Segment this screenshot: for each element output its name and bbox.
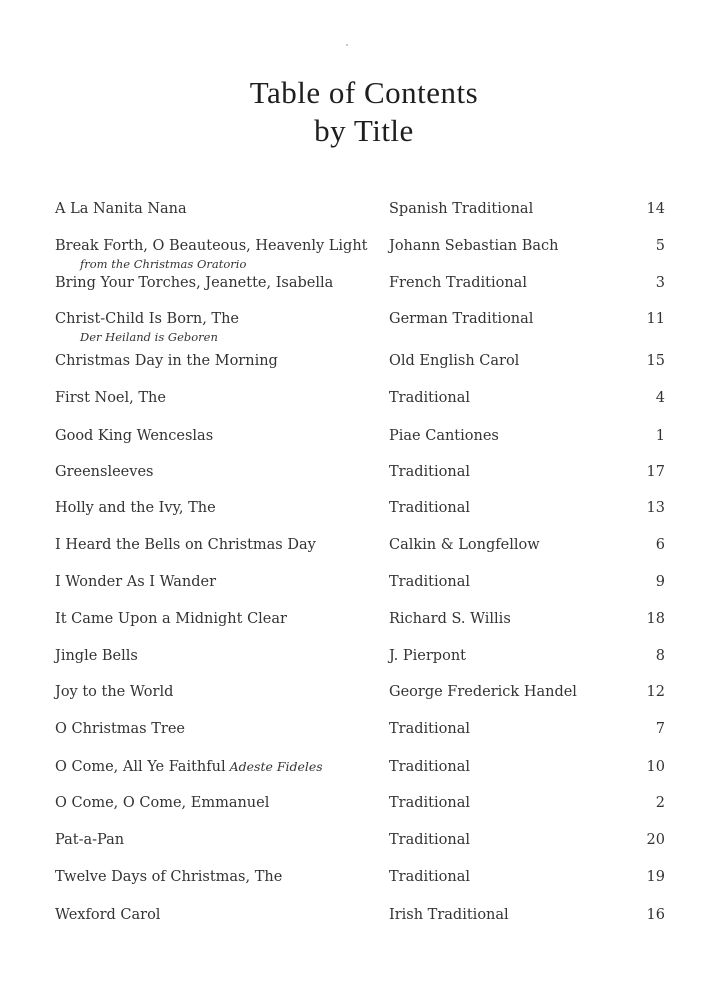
entry-title: Christmas Day in the Morning: [55, 353, 278, 369]
entry-page-number: 7: [655, 721, 665, 737]
entry-title: Bring Your Torches, Jeanette, Isabella: [55, 275, 334, 291]
entry-composer: French Traditional: [389, 275, 527, 291]
toc-entry: [0, 721, 728, 743]
entry-title: Holly and the Ivy, The: [55, 500, 216, 516]
toc-entry: [0, 795, 728, 817]
entry-title: Greensleeves: [55, 464, 154, 480]
entry-title: I Wonder As I Wander: [55, 574, 217, 590]
toc-entry: [0, 464, 728, 486]
entry-title: [55, 759, 323, 775]
entry-page-number: 5: [655, 238, 665, 254]
entry-title: O Christmas Tree: [55, 721, 185, 737]
entry-title: Wexford Carol: [55, 907, 161, 923]
entry-title: Twelve Days of Christmas, The: [55, 869, 283, 885]
entry-composer: Traditional: [389, 500, 470, 516]
entry-composer: Traditional: [389, 795, 470, 811]
entry-composer: Spanish Traditional: [389, 201, 534, 217]
toc-entry: [0, 201, 728, 223]
entry-composer: J. Pierpont: [389, 648, 466, 664]
entry-title: A La Nanita Nana: [55, 201, 187, 217]
toc-entry: [0, 759, 728, 781]
entry-page-number: 3: [655, 275, 665, 291]
toc-entry: [0, 500, 728, 522]
page-title: [0, 74, 728, 150]
entry-page-number: 16: [646, 907, 665, 923]
entry-composer: George Frederick Handel: [389, 684, 577, 700]
toc-entry: [0, 275, 728, 297]
entry-composer: Traditional: [389, 574, 470, 590]
entry-composer: Old English Carol: [389, 353, 520, 369]
entry-page-number: 11: [646, 311, 665, 327]
entry-composer: Traditional: [389, 721, 470, 737]
toc-entry: [0, 869, 728, 891]
entry-title: Pat-a-Pan: [55, 832, 125, 848]
entry-page-number: 2: [655, 795, 665, 811]
entry-title: First Noel, The: [55, 390, 166, 406]
entry-composer: Traditional: [389, 869, 470, 885]
toc-entry: [0, 907, 728, 929]
entry-page-number: 15: [646, 353, 665, 369]
entry-composer: Irish Traditional: [389, 907, 509, 923]
entry-title-text: O Come, All Ye Faithful: [55, 759, 226, 775]
entry-composer: Traditional: [389, 390, 470, 406]
entry-page-number: 17: [646, 464, 665, 480]
entry-page-number: 4: [655, 390, 665, 406]
title-line-1: Table of Contents: [249, 75, 479, 110]
entry-composer: Traditional: [389, 464, 470, 480]
entry-page-number: 10: [646, 759, 665, 775]
entry-page-number: 13: [646, 500, 665, 516]
entry-title: Jingle Bells: [55, 648, 138, 664]
entry-composer: Calkin & Longfellow: [389, 537, 540, 553]
entry-page-number: 20: [646, 832, 665, 848]
entry-composer: Traditional: [389, 832, 470, 848]
entry-composer: German Traditional: [389, 311, 534, 327]
toc-entry: [0, 611, 728, 633]
entry-page-number: 1: [655, 428, 665, 444]
toc-entry: [0, 537, 728, 559]
toc-entry: [0, 238, 728, 271]
entry-composer: Piae Cantiones: [389, 428, 499, 444]
entry-page-number: 6: [655, 537, 665, 553]
speck-mark: [346, 44, 348, 46]
entry-title: It Came Upon a Midnight Clear: [55, 611, 287, 627]
entry-composer: Johann Sebastian Bach: [389, 238, 559, 254]
toc-entry: [0, 574, 728, 596]
entry-title: Break Forth, O Beauteous, Heavenly Light: [55, 238, 368, 254]
entry-title: O Come, O Come, Emmanuel: [55, 795, 270, 811]
entry-composer: Traditional: [389, 759, 470, 775]
entry-subtitle: from the Christmas Oratorio: [80, 257, 247, 271]
entry-title: Christ-Child Is Born, The: [55, 311, 240, 327]
title-line-2: by Title: [314, 113, 414, 148]
toc-entry: [0, 428, 728, 450]
entry-composer: Richard S. Willis: [389, 611, 511, 627]
toc-entry: [0, 684, 728, 706]
toc-entry: [0, 353, 728, 375]
entry-page-number: 19: [646, 869, 665, 885]
entry-title: I Heard the Bells on Christmas Day: [55, 537, 316, 553]
entry-page-number: 14: [646, 201, 665, 217]
toc-entry: [0, 832, 728, 854]
entry-subtitle: Der Heiland is Geboren: [80, 330, 218, 344]
toc-entry: [0, 311, 728, 344]
toc-entry: [0, 648, 728, 670]
entry-page-number: 12: [646, 684, 665, 700]
entry-title: Good King Wenceslas: [55, 428, 214, 444]
entry-page-number: 9: [655, 574, 665, 590]
entry-page-number: 8: [655, 648, 665, 664]
entry-inline-note: Adeste Fideles: [229, 759, 323, 774]
toc-entry: [0, 390, 728, 412]
entry-title: Joy to the World: [55, 684, 174, 700]
entry-page-number: 18: [646, 611, 665, 627]
